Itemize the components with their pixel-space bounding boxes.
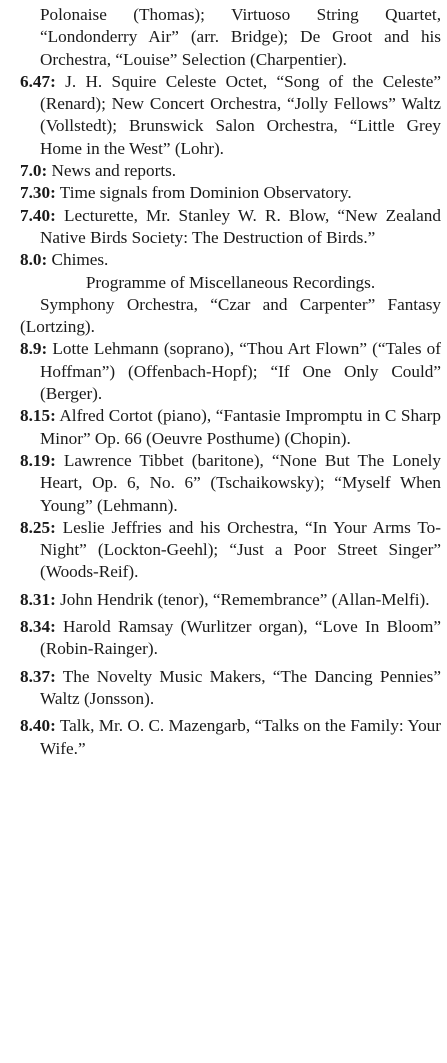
entry-text: Chimes. xyxy=(47,250,109,270)
entry-time: 8.9: xyxy=(20,339,48,359)
entry-time: 8.37: xyxy=(20,666,56,686)
continuation-text: Polonaise (Thomas); Virtuoso String Quartet, “Londonderry Air” (arr. Bridge); De Groot and his Orchestra, “Louise” Selection (Charpentier). xyxy=(40,5,441,69)
entry-time: 6.47: xyxy=(20,71,56,91)
listing-entry-80 xyxy=(20,249,441,271)
listing-entry-815 xyxy=(20,405,441,450)
programme-intro: Symphony Orchestra, “Czar and Carpenter” Fantasy (Lortzing). xyxy=(20,294,441,337)
entry-text: The Novelty Music Makers, “The Dancing Pennies” Waltz (Jonsson). xyxy=(40,666,441,708)
listing-entry-740 xyxy=(20,205,441,250)
entry-text: John Hendrik (tenor), “Remembrance” (Allan-Melfi). xyxy=(55,589,430,609)
entry-time: 8.15: xyxy=(20,406,56,426)
entry-text: Lecturette, Mr. Stanley W. R. Blow, “New Zealand Native Birds Society: The Destruction of Birds.” xyxy=(40,205,441,247)
entry-time: 8.34: xyxy=(20,617,56,637)
listing-entry-825 xyxy=(20,517,441,584)
listing-entry-837 xyxy=(20,666,441,711)
entry-text: Harold Ramsay (Wurlitzer organ), “Love In Bloom” (Robin-Rainger). xyxy=(40,617,441,659)
entry-text: Time signals from Dominion Observatory. xyxy=(55,183,352,203)
listing-entry-647 xyxy=(20,71,441,160)
entry-text: Alfred Cortot (piano), “Fantasie Impromptu in C Sharp Minor” Op. 66 (Oeuvre Posthume) (Chopin). xyxy=(40,406,441,448)
entry-time: 8.40: xyxy=(20,716,56,736)
entry-text: Lotte Lehmann (soprano), “Thou Art Flown” (“Tales of Hoffman”) (Offenbach-Hopf); “If One Only Could” (Berger). xyxy=(40,339,441,404)
entry-text: Talk, Mr. O. C. Mazengarb, “Talks on the Family: Your Wife.” xyxy=(40,716,441,758)
entry-time: 8.19: xyxy=(20,450,56,470)
entry-time: 8.0: xyxy=(20,250,48,270)
listing-entry-730 xyxy=(20,182,441,204)
entry-time: 7.0: xyxy=(20,161,48,181)
entry-time: 7.30: xyxy=(20,183,56,203)
entry-time: 7.40: xyxy=(20,205,56,225)
listing-entry-89 xyxy=(20,338,441,405)
listing-entry-831 xyxy=(20,589,441,611)
listing-entry-834 xyxy=(20,616,441,661)
entry-text: Leslie Jeffries and his Orchestra, “In Your Arms To-Night” (Lockton-Geehl); “Just a Poor Street Singer” (Woods-Reif). xyxy=(40,517,441,582)
listing-entry-819 xyxy=(20,450,441,517)
entry-time: 8.25: xyxy=(20,517,56,537)
programme-heading: Programme of Miscellaneous Recordings. xyxy=(85,272,376,292)
entry-text: Lawrence Tibbet (baritone), “None But The Lonely Heart, Op. 6, No. 6” (Tschaikowsky); “Myself When Young” (Lehmann). xyxy=(40,450,441,515)
listing-entry-70 xyxy=(20,160,441,182)
programme-column xyxy=(0,4,447,1063)
entry-time: 8.31: xyxy=(20,589,56,609)
listing-entry-840 xyxy=(20,715,441,760)
entry-text: J. H. Squire Celeste Octet, “Song of the Celeste” (Renard); New Concert Orchestra, “Jolly Fellows” Waltz (Vollstedt); Brunswick Salon Orchestra, “Little Grey Home in the West” (Lohr). xyxy=(40,71,441,158)
entry-text: News and reports. xyxy=(47,161,177,181)
